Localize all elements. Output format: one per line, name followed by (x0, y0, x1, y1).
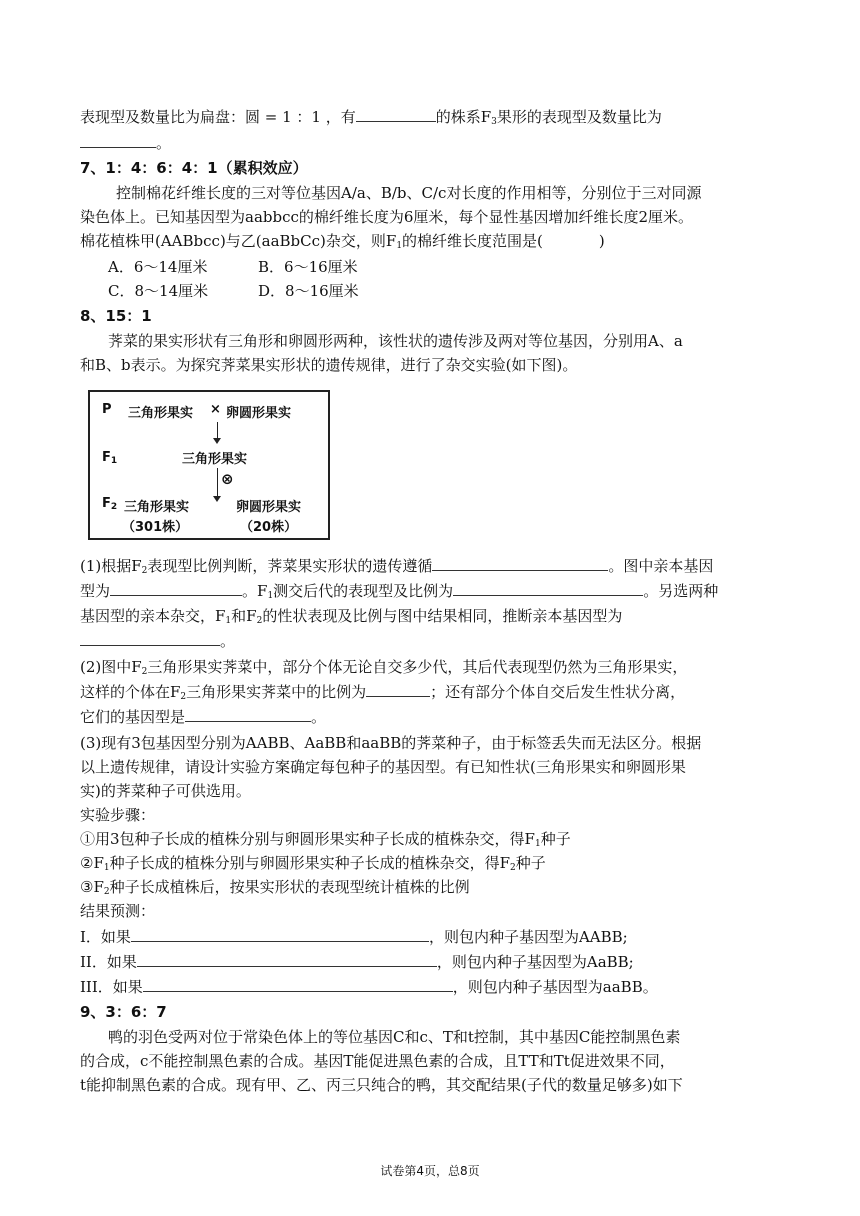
paragraph-line: 和B、b表示。为探究荠菜果实形状的遗传规律，进行了杂交实验(如下图)。 (80, 356, 578, 374)
paragraph-line: 的合成，c不能控制黑色素的合成。基因T能促进黑色素的合成，且TT和Tt促进效果不同， (80, 1052, 675, 1070)
text-fragment: 的棉纤维长度范围是( (402, 232, 543, 250)
answer-blank[interactable] (185, 707, 311, 722)
option-a[interactable]: A．6～14厘米 (108, 258, 208, 276)
result-label: 结果预测： (80, 902, 156, 920)
section-8-heading: 8、15：1 (80, 307, 152, 325)
option-b[interactable]: B．6～16厘米 (258, 258, 358, 276)
answer-blank[interactable] (110, 581, 242, 596)
arrow-down (217, 468, 218, 498)
question-line: 这样的个体在$F_2$三角形果实荠菜中的比例为 ；还有部分个体自交后发生性状分离， (80, 683, 686, 702)
answer-blank[interactable] (131, 927, 429, 942)
steps-label: 实验步骤： (80, 806, 156, 824)
text-fragment: 果形的表现型及数量比为 (496, 108, 662, 126)
subscript: 3 (491, 117, 497, 127)
step-2: $②F_1$种子长成的植株分别与卵圆形果实种子长成的植株杂交，得$F_2$种子 (80, 854, 546, 873)
text-fragment: 表现型及数量比为扁盘：圆 = 1 ：1 ，有 (80, 108, 356, 126)
step-3: $③F_2$种子长成植株后，按果实形状的表现型统计植株的比例 (80, 878, 470, 897)
text-fragment: 。 (156, 134, 172, 152)
paragraph-line: 鸭的羽色受两对位于常染色体上的等位基因C和c、T和t控制，其中基因C能控制黑色素 (108, 1028, 681, 1046)
answer-blank[interactable] (432, 556, 608, 571)
text-line (80, 106, 662, 133)
question-line: 以上遗传规律，请设计实验方案确定每包种子的基因型。有已知性状(三角形果实和卵圆形果 (80, 758, 686, 776)
answer-blank[interactable] (356, 107, 436, 122)
option-c[interactable]: C．8～14厘米 (108, 282, 209, 300)
step-1: ①用3包种子长成的植株分别与卵圆形果实种子长成的植株杂交，得$F_1$种子 (80, 830, 571, 849)
answer-blank[interactable] (453, 581, 643, 596)
arrow-head (213, 438, 221, 444)
question-line: (1)根据$F_2$表现型比例判断，荠菜果实形状的遗传遵循 。图中亲本基因 (80, 557, 714, 576)
question-line: 实)的荠菜种子可供选用。 (80, 782, 251, 800)
f1-label: $F_1$ (102, 450, 118, 466)
question-line: 型为 。$F_1$测交后代的表现型及比例为 。另选两种 (80, 582, 719, 601)
cross-diagram (88, 390, 330, 540)
question-line: (2)图中$F_2$三角形果实荠菜中，部分个体无论自交多少代，其后代表现型仍然为三角形果实， (80, 658, 688, 677)
paragraph-line: t能抑制黑色素的合成。现有甲、乙、丙三只纯合的鸭，其交配结果(子代的数量足够多)如下 (80, 1076, 683, 1094)
section-7-heading: 7、1：4：6：4：1（累积效应） (80, 159, 308, 177)
f2-label: $F_2$ (102, 496, 118, 512)
f2-phenotype-b: 卵圆形果实 (236, 500, 302, 515)
page-footer: 试卷第4页，总8页 (380, 1164, 480, 1178)
text-fragment: ) (598, 232, 605, 250)
answer-blank[interactable] (143, 977, 453, 992)
f2-count-b: （20株） (240, 520, 298, 535)
f2-count-a: （301株） (122, 520, 189, 535)
text-fragment: 棉花植株甲(AABbcc)与乙(aaBbCc)杂交，则F (80, 232, 397, 250)
paragraph-line: 控制棉花纤维长度的三对等位基因A/a、B/b、C/c对长度的作用相等，分别位于三对同源 (116, 184, 702, 202)
cross-symbol: × (210, 402, 221, 417)
subscript: 1 (396, 241, 403, 251)
text-line (80, 132, 171, 154)
f2-phenotype-a: 三角形果实 (124, 500, 190, 515)
section-9-heading: 9、3：6：7 (80, 1003, 167, 1021)
question-line: 。 (80, 630, 235, 652)
option-d[interactable]: D．8～16厘米 (258, 282, 359, 300)
answer-blank[interactable] (366, 682, 430, 697)
paragraph-line (80, 230, 605, 257)
paragraph-line: 染色体上。已知基因型为aabbcc的棉纤维长度为6厘米，每个显性基因增加纤维长度2厘米。 (80, 208, 693, 226)
answer-blank[interactable] (80, 631, 220, 646)
question-line: 它们的基因型是 。 (80, 708, 327, 726)
answer-blank[interactable] (137, 952, 437, 967)
question-line: (3)现有3包基因型分别为AABB、AaBB和aaBB的荠菜种子，由于标签丢失而无法区分。根据 (80, 734, 702, 752)
p-parent-2: 卵圆形果实 (226, 406, 292, 421)
p-parent-1: 三角形果实 (128, 406, 194, 421)
text-fragment: 的株系F (435, 108, 492, 126)
question-line: 基因型的亲本杂交，$F_1$和$F_2$的性状表现及比例与图中结果相同，推断亲本基因型为 (80, 607, 623, 626)
arrow-head (213, 496, 221, 502)
selfing-symbol: ⊗ (221, 470, 234, 488)
f1-phenotype: 三角形果实 (182, 452, 248, 467)
answer-blank[interactable] (80, 133, 156, 148)
result-1: I．如果 ，则包内种子基因型为AABB; (80, 928, 628, 946)
result-3: III．如果 ，则包内种子基因型为aaBB。 (80, 978, 658, 996)
p-label: P (102, 402, 112, 417)
paragraph-line: 荠菜的果实形状有三角形和卵圆形两种，该性状的遗传涉及两对等位基因，分别用A、a (108, 332, 683, 350)
result-2: II．如果 ，则包内种子基因型为AaBB; (80, 953, 634, 971)
